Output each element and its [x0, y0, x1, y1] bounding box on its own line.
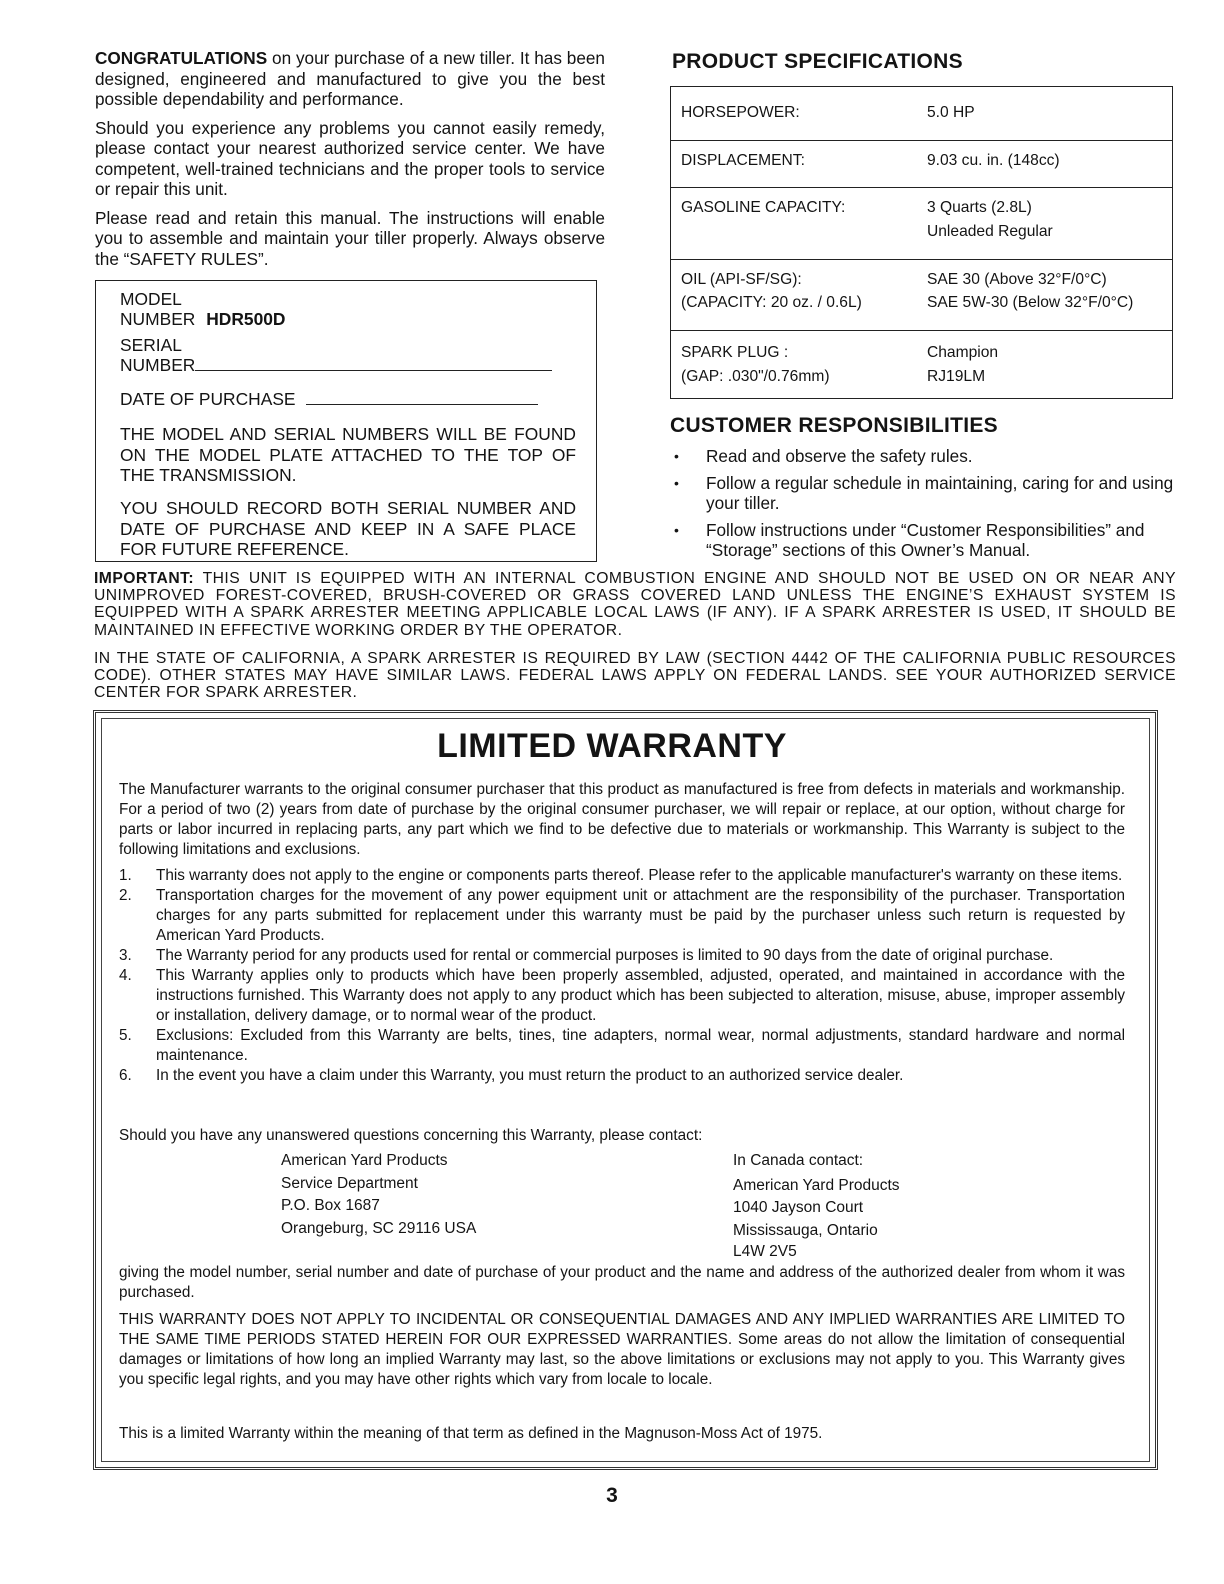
date-of-purchase-field[interactable] [306, 389, 538, 405]
congratulations-heading: CONGRATULATIONS [95, 48, 268, 68]
list-item: 3. The Warranty period for any products used for rental or commercial purposes is limited to 90 days from the date of original purchase. [119, 947, 1054, 964]
read-retain-paragraph: Please read and retain this manual. The instructions will enable you to assemble and maintain your tiller properly. Always observe the “SAFETY RULES”. [95, 207, 605, 269]
customer-responsibilities-title: CUSTOMER RESPONSIBILITIES [670, 414, 998, 437]
model-plate-note: THE MODEL AND SERIAL NUMBERS WILL BE FOUND ON THE MODEL PLATE ATTACHED TO THE TOP OF THE TRANSMISSION. [120, 424, 576, 485]
warranty-conditions-list [119, 866, 1125, 1086]
us-address: American Yard Products Service Department P.O. Box 1687 Orangeburg, SC 29116 USA [281, 1152, 477, 1237]
bullet-icon: • [674, 448, 679, 464]
california-notice: IN THE STATE OF CALIFORNIA, A SPARK ARRESTER IS REQUIRED BY LAW (SECTION 4442 OF THE CALIFORNIA PUBLIC RESOURCES CODE). OTHER STATES MAY HAVE SIMILAR LAWS. FEDERAL LAWS APPLY ON FEDERAL LANDS. SEE YOUR AUTHORIZED SERVICE CENTER FOR SPARK ARRESTER. [94, 650, 1176, 702]
list-item: 5. Exclusions: Excluded from this Warranty are belts, tines, tine adapters, normal wear, normal adjustments, standard hardware and normal maintenance. [119, 1027, 1125, 1064]
record-note: YOU SHOULD RECORD BOTH SERIAL NUMBER AND DATE OF PURCHASE AND KEEP IN A SAFE PLACE FOR FUTURE REFERENCE. [120, 498, 576, 559]
product-specifications-title: PRODUCT SPECIFICATIONS [672, 50, 963, 73]
important-label: IMPORTANT: [94, 570, 195, 587]
model-number-row: NUMBER HDR500D [120, 309, 286, 329]
bullet-icon: • [674, 475, 679, 491]
warranty-giving-paragraph: giving the model number, serial number and date of purchase of your product and the name and address of the authorized dealer from whom it was purchased. [119, 1264, 1125, 1301]
congratulations-paragraph: CONGRATULATIONS on your purchase of a new tiller. It has been designed, engineered and manufactured to give you the best possible dependability and performance. [95, 48, 605, 109]
warranty-intro: The Manufacturer warrants to the original consumer purchaser that this product as manufactured is free from defects in materials and workmanship. For a period of two (2) years from date of purchase by the original consumer purchaser, we will repair or replace, at our option, without charge for parts or labor incurred in replacing parts, any part which we find to be defective due to materials or workmanship. This Warranty is subject to the following limitations and exclusions. [119, 781, 1125, 858]
serial-label: SERIAL [120, 335, 182, 355]
spec-row-gasoline: GASOLINE CAPACITY: 3 Quarts (2.8L) Unleaded Regular [671, 188, 1173, 260]
magnuson-moss-note: This is a limited Warranty within the meaning of that term as defined in the Magnuson-Moss Act of 1975. [119, 1425, 823, 1442]
list-item: 4. This Warranty applies only to products which have been properly assembled, adjusted, operated, and maintained in accordance with the instructions furnished. This Warranty does not apply to any product which has been subjected to alteration, misuse, abuse, improper assembly or installation, delivery damage, or to normal wear of the product. [119, 967, 1125, 1024]
canada-address: In Canada contact: American Yard Products 1040 Jayson Court Mississauga, Ontario L4W 2V5 [733, 1152, 900, 1260]
customer-responsibilities-list [670, 446, 1176, 567]
warranty-contact-intro: Should you have any unanswered questions concerning this Warranty, please contact: [119, 1127, 703, 1144]
spec-row-horsepower: HORSEPOWER: 5.0 HP [671, 87, 1173, 141]
model-label: MODEL [120, 289, 182, 309]
bullet-icon: • [674, 522, 679, 538]
list-item: 2. Transportation charges for the movement of any power equipment unit or attachment are the responsibility of the purchaser. Transportation charges for any parts submitted for replacement under this warranty must be paid by the purchaser unless such return is requested by American Yard Products. [119, 887, 1125, 944]
serial-number-row: NUMBER [120, 355, 576, 376]
date-of-purchase-row: DATE OF PURCHASE [120, 389, 576, 410]
spec-row-spark-plug: SPARK PLUG : (GAP: .030"/0.76mm) Champion RJ19LM [671, 331, 1173, 399]
specifications-table [670, 86, 1173, 399]
list-item: • Read and observe the safety rules. [674, 446, 973, 466]
warranty-incidental-paragraph: THIS WARRANTY DOES NOT APPLY TO INCIDENTAL OR CONSEQUENTIAL DAMAGES AND ANY IMPLIED WARRANTIES ARE LIMITED TO THE SAME TIME PERIODS STATED HEREIN FOR OUR EXPRESSED WARRANTIES. Some areas do not allow the limitation of consequential damages or limitations of how long an implied Warranty may last, so the above limitations or exclusions may not apply to you. This Warranty gives you specific legal rights, and you may have other rights which vary from locale to locale. [119, 1311, 1125, 1388]
model-record-box [95, 280, 597, 562]
spec-row-displacement: DISPLACEMENT: 9.03 cu. in. (148cc) [671, 141, 1173, 188]
spec-row-oil: OIL (API-SF/SG): (CAPACITY: 20 oz. / 0.6L) SAE 30 (Above 32°F/0°C) SAE 5W-30 (Below 32°F/0°C) [671, 260, 1173, 331]
list-item: 1. This warranty does not apply to the engine or components parts thereof. Please refer to the applicable manufacturer's warranty on these items. [119, 867, 1123, 884]
important-notice: IMPORTANT: THIS UNIT IS EQUIPPED WITH AN INTERNAL COMBUSTION ENGINE AND SHOULD NOT BE USED ON OR NEAR ANY UNIMPROVED FOREST-COVERED, BRUSH-COVERED OR GRASS COVERED LAND UNLESS THE ENGINE’S EXHAUST SYSTEM IS EQUIPPED WITH A SPARK ARRESTER MEETING APPLICABLE LOCAL LAWS (IF ANY). IF A SPARK ARRESTER IS USED, IT SHOULD BE MAINTAINED IN EFFECTIVE WORKING ORDER BY THE OPERATOR. [94, 570, 1176, 639]
list-item: • Follow instructions under “Customer Responsibilities” and “Storage” sections of this Owner’s Manual. [674, 520, 1145, 560]
problems-paragraph: Should you experience any problems you cannot easily remedy, please contact your nearest authorized service center. We have competent, well-trained technicians and the proper tools to service or repair this unit. [95, 117, 605, 199]
model-number: HDR500D [206, 309, 286, 329]
page-number: 3 [606, 1484, 618, 1507]
intro-text [95, 48, 605, 277]
canada-contact-label: In Canada contact: [733, 1152, 864, 1169]
serial-number-field[interactable] [195, 355, 552, 371]
warranty-title: LIMITED WARRANTY [437, 727, 787, 765]
list-item: • Follow a regular schedule in maintaining, caring for and using your tiller. [674, 473, 1174, 513]
list-item: 6. In the event you have a claim under this Warranty, you must return the product to an authorized service dealer. [119, 1067, 904, 1084]
